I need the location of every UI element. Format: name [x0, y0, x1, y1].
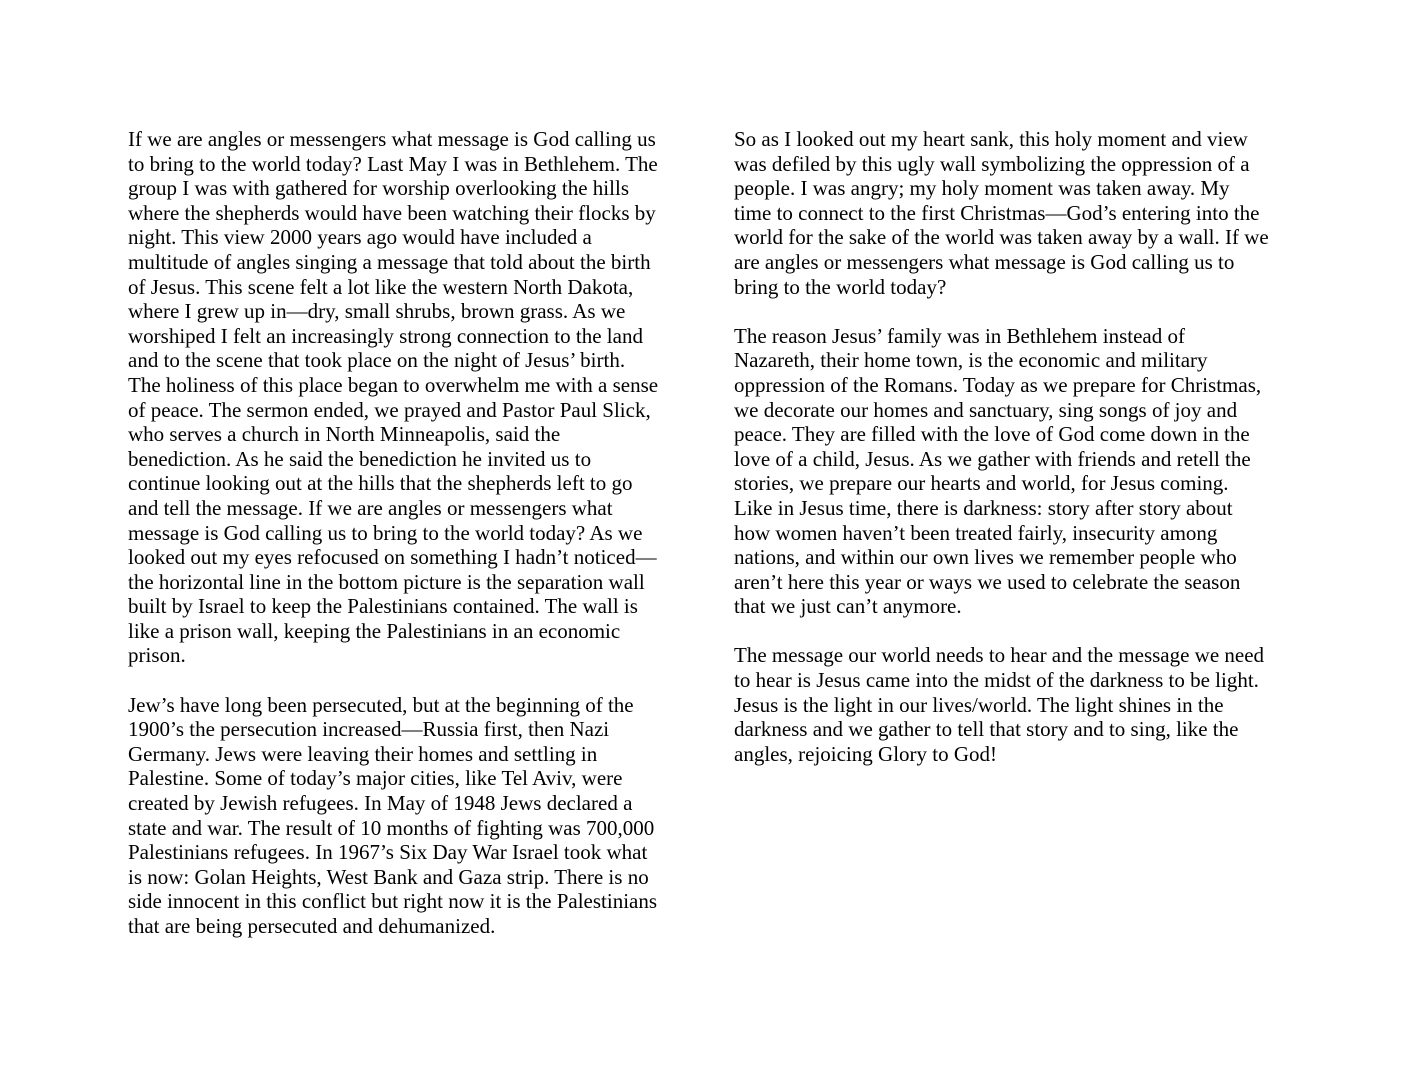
paragraph [734, 127, 1314, 299]
text-line: oppression of the Romans. Today as we prepare for Christmas, [734, 372, 1262, 397]
text-line: Like in Jesus time, there is darkness: story after story about [734, 495, 1233, 520]
text-line: of peace. The sermon ended, we prayed and Pastor Paul Slick, [128, 397, 651, 422]
left-column [128, 127, 708, 963]
text-line: nations, and within our own lives we remember people who [734, 545, 1237, 570]
paragraph [128, 693, 708, 939]
text-line: peace. They are filled with the love of God come down in the [734, 422, 1250, 447]
text-line: angles, rejoicing Glory to God! [734, 741, 998, 766]
text-line: night. This view 2000 years ago would have included a [128, 225, 592, 250]
text-line: Palestine. Some of today’s major cities, like Tel Aviv, were [128, 766, 623, 791]
text-line: The reason Jesus’ family was in Bethlehem instead of [734, 323, 1185, 348]
text-line: that we just can’t anymore. [734, 594, 962, 619]
text-line: is now: Golan Heights, West Bank and Gaza strip. There is no [128, 864, 649, 889]
text-line: who serves a church in North Minneapolis, said the [128, 422, 561, 447]
text-line: the horizontal line in the bottom picture is the separation wall [128, 569, 645, 594]
text-line: was defiled by this ugly wall symbolizing the oppression of a [734, 151, 1250, 176]
text-line: how women haven’t been treated fairly, insecurity among [734, 520, 1218, 545]
text-line: Jesus is the light in our lives/world. The light shines in the [734, 692, 1224, 717]
paragraph [734, 324, 1314, 619]
text-line: benediction. As he said the benediction he invited us to [128, 446, 592, 471]
text-line: of Jesus. This scene felt a lot like the western North Dakota, [128, 274, 634, 299]
text-line: looked out my eyes refocused on something I hadn’t noticed— [128, 545, 657, 570]
text-line: Palestinians refugees. In 1967’s Six Day War Israel took what [128, 840, 648, 865]
text-line: like a prison wall, keeping the Palestinians in an economic [128, 618, 621, 643]
text-line: world for the sake of the world was taken away by a wall. If we [734, 225, 1269, 250]
text-line: prison. [128, 643, 186, 668]
text-line: we decorate our homes and sanctuary, sing songs of joy and [734, 397, 1238, 422]
text-line: message is God calling us to bring to the world today? As we [128, 520, 643, 545]
text-line: The message our world needs to hear and the message we need [734, 643, 1265, 668]
text-line: and tell the message. If we are angles or messengers what [128, 495, 613, 520]
text-line: time to connect to the first Christmas—God’s entering into the [734, 200, 1260, 225]
text-line: multitude of angles singing a message that told about the birth [128, 249, 651, 274]
text-line: Jew’s have long been persecuted, but at the beginning of the [128, 692, 634, 717]
text-line: to bring to the world today? Last May I was in Bethlehem. The [128, 151, 658, 176]
text-line: stories, we prepare our hearts and world, for Jesus coming. [734, 471, 1229, 496]
text-line: where I grew up in—dry, small shrubs, brown grass. As we [128, 299, 626, 324]
right-column [734, 127, 1314, 791]
text-line: 1900’s the persecution increased—Russia first, then Nazi [128, 717, 610, 742]
text-line: bring to the world today? [734, 274, 947, 299]
text-line: worshiped I felt an increasingly strong connection to the land [128, 323, 643, 348]
text-line: aren’t here this year or ways we used to celebrate the season [734, 569, 1241, 594]
text-line: group I was with gathered for worship overlooking the hills [128, 176, 629, 201]
text-line: that are being persecuted and dehumanized. [128, 914, 496, 938]
paragraph [734, 643, 1314, 766]
text-line: state and war. The result of 10 months of fighting was 700,000 [128, 815, 655, 840]
text-line: where the shepherds would have been watching their flocks by [128, 200, 656, 225]
text-line: Germany. Jews were leaving their homes and settling in [128, 741, 598, 766]
text-line: to hear is Jesus came into the midst of the darkness to be light. [734, 668, 1259, 693]
text-line: continue looking out at the hills that the shepherds left to go [128, 471, 633, 496]
text-line: love of a child, Jesus. As we gather with friends and retell the [734, 446, 1251, 471]
paragraph [128, 127, 708, 668]
text-line: created by Jewish refugees. In May of 1948 Jews declared a [128, 791, 633, 816]
text-line: If we are angles or messengers what message is God calling us [128, 127, 656, 151]
text-line: people. I was angry; my holy moment was taken away. My [734, 176, 1230, 201]
text-line: are angles or messengers what message is God calling us to [734, 249, 1235, 274]
text-line: darkness and we gather to tell that story and to sing, like the [734, 717, 1239, 742]
text-line: Nazareth, their home town, is the economic and military [734, 348, 1208, 373]
text-line: and to the scene that took place on the night of Jesus’ birth. [128, 348, 626, 373]
text-line: built by Israel to keep the Palestinians contained. The wall is [128, 594, 638, 619]
text-line: side innocent in this conflict but right now it is the Palestinians [128, 889, 658, 914]
text-line: So as I looked out my heart sank, this holy moment and view [734, 127, 1248, 151]
text-line: The holiness of this place began to overwhelm me with a sense [128, 372, 659, 397]
